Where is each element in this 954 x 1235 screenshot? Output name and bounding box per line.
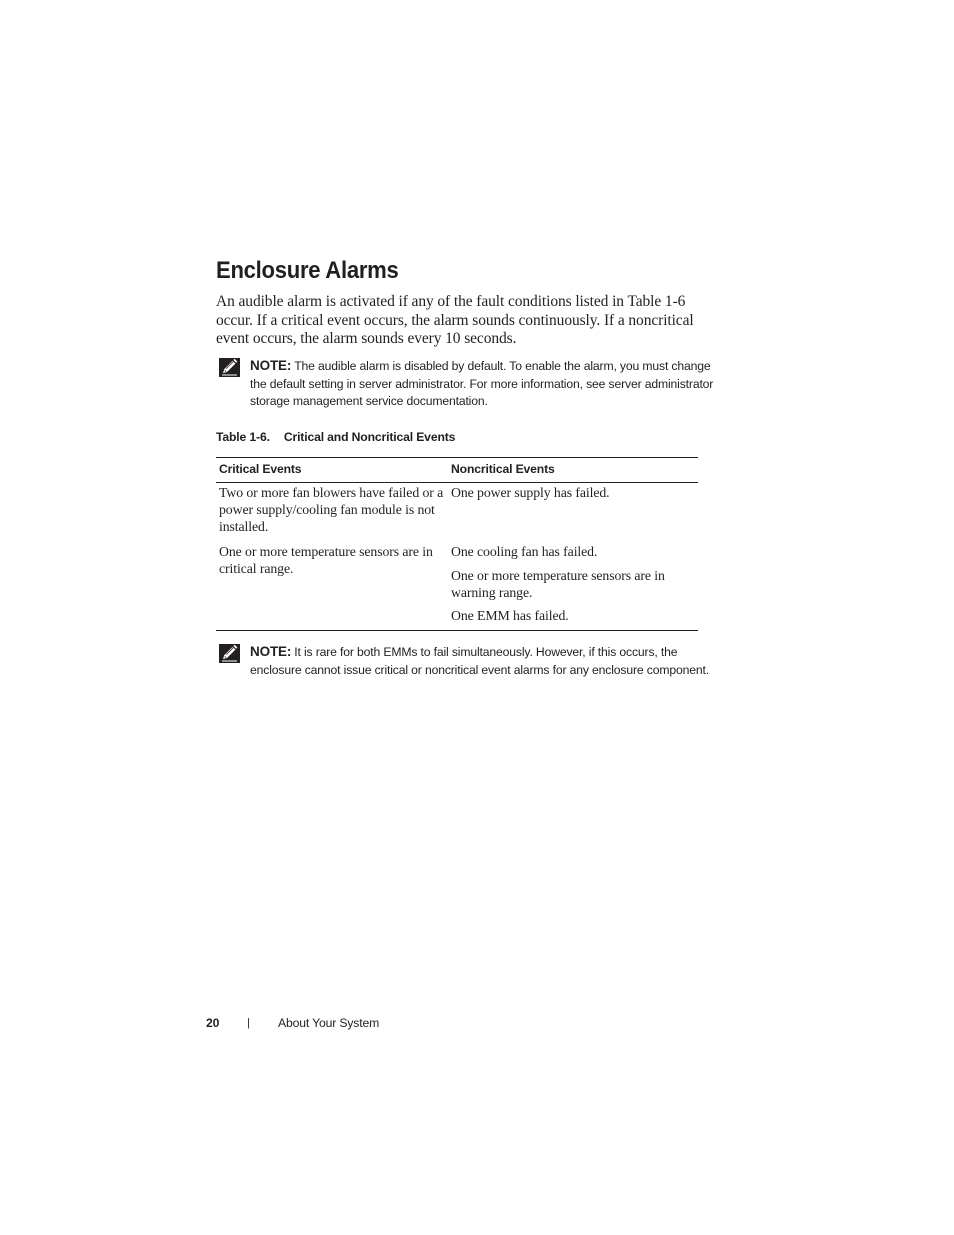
table-number: Table 1-6. xyxy=(216,430,270,444)
note-pencil-icon xyxy=(219,644,240,663)
note-text xyxy=(250,643,718,679)
noncritical-event-cell: One or more temperature sensors are in warning range. xyxy=(451,568,665,600)
footer-chapter-title: About Your System xyxy=(278,1016,380,1030)
note-text xyxy=(250,357,718,411)
header-noncritical-events: Noncritical Events xyxy=(451,462,555,476)
table-caption xyxy=(216,428,455,446)
critical-event-cell: One or more temperature sensors are in critical range. xyxy=(219,544,433,576)
section-heading: Enclosure Alarms xyxy=(216,257,399,284)
table-title: Critical and Noncritical Events xyxy=(283,430,456,444)
page-number: 20 xyxy=(206,1016,220,1030)
table-header-row xyxy=(216,458,698,483)
critical-event-cell: Two or more fan blowers have failed or a power supply/cooling fan module is not installed. xyxy=(219,485,444,534)
table-body xyxy=(216,483,698,630)
note-label: NOTE: xyxy=(250,644,292,659)
note-body: It is rare for both EMMs to fail simultaneously. However, if this occurs, the enclosure cannot issue critical or noncritical event alarms for any enclosure component. xyxy=(250,645,709,677)
note-label: NOTE: xyxy=(250,358,292,373)
note-body: The audible alarm is disabled by default. To enable the alarm, you must change the default setting in server administrator. For more information, see server administrator storage management service documentation. xyxy=(250,359,714,408)
events-table xyxy=(216,457,698,631)
intro-paragraph: An audible alarm is activated if any of the fault conditions listed in Table 1-6 occur. If a critical event occurs, the alarm sounds continuously. If a noncritical event occurs, the alarm sounds every 10 seconds. xyxy=(216,293,694,347)
footer-separator: | xyxy=(247,1017,250,1029)
noncritical-event-cell: One cooling fan has failed. xyxy=(451,544,598,559)
noncritical-event-cell: One EMM has failed. xyxy=(451,608,569,623)
note-pencil-icon xyxy=(219,358,240,377)
noncritical-event-cell: One power supply has failed. xyxy=(451,485,610,500)
header-critical-events: Critical Events xyxy=(219,462,302,476)
